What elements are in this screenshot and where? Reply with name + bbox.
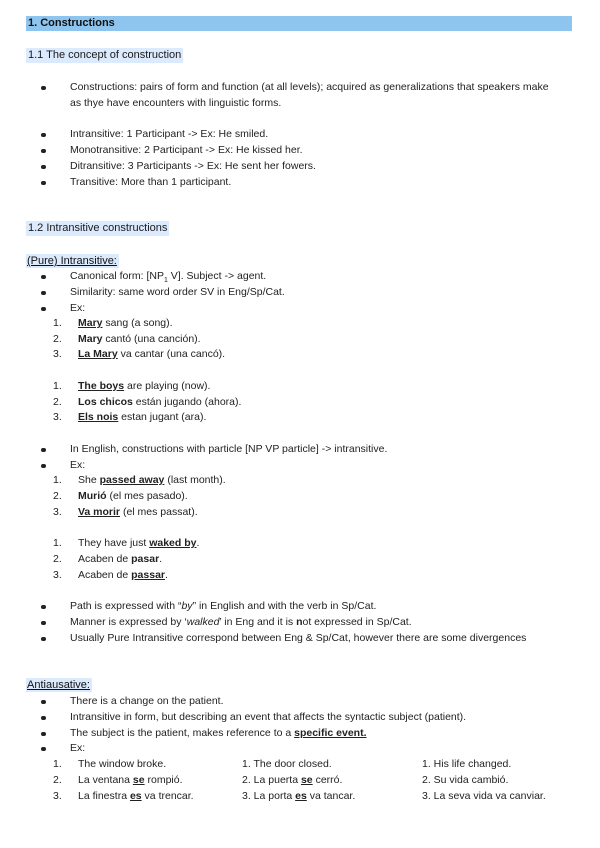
list-item: 2. Murió (el mes pasado). [53, 490, 188, 502]
list-item: 2. Los chicos están jugando (ahora). [53, 396, 242, 408]
bullet-change-on-patient: There is a change on the patient. [70, 694, 224, 710]
bullet-ex-2: Ex: [70, 458, 85, 474]
bullet-ditransitive: Ditransitive: 3 Participants -> Ex: He sent her fowers. [70, 159, 316, 175]
bullet-ex-3: Ex: [70, 741, 85, 757]
example-column-2-row-2: 2. La puerta se cerró. [242, 774, 343, 786]
bullet-subject-is-patient: The subject is the patient, makes reference to a specific event. [70, 726, 367, 742]
bullet-manner: Manner is expressed by ‘walked’ in Eng and it is not expressed in Sp/Cat. [70, 615, 412, 631]
bullet-constructions-definition: Constructions: pairs of form and function (at all levels); acquired as generalizations that speakers make as thye have encounters with linguistic forms. [70, 80, 550, 111]
example-column-3-row-1: 1. His life changed. [422, 758, 512, 770]
heading-antiausative: Antiausative: [27, 679, 90, 691]
heading-concept-of-construction: 1.1 The concept of construction [28, 49, 182, 61]
bullet-similarity: Similarity: same word order SV in Eng/Sp/Cat. [70, 285, 285, 301]
list-item: 2. Acaben de pasar. [53, 553, 163, 565]
bullet-ex: Ex: [70, 301, 85, 317]
bullet-particle: In English, constructions with particle [NP VP particle] -> intransitive. [70, 442, 387, 458]
list-item: 1. She passed away (last month). [53, 474, 226, 486]
list-item: 2. La ventana se rompió. [53, 774, 183, 786]
list-item: 3. Va morir (el mes passat). [53, 506, 198, 518]
example-column-2-row-3: 3. La porta es va tancar. [242, 790, 356, 802]
heading-pure-intransitive: (Pure) Intransitive: [27, 255, 117, 267]
bullet-intransitive: Intransitive: 1 Participant -> Ex: He smiled. [70, 127, 268, 143]
bullet-monotransitive: Monotransitive: 2 Participant -> Ex: He kissed her. [70, 143, 303, 159]
list-item: 3. La finestra es va trencar. [53, 790, 194, 802]
example-column-2-row-1: 1. The door closed. [242, 758, 332, 770]
list-item: 3. Els nois estan jugant (ara). [53, 411, 207, 423]
list-item: 1. The boys are playing (now). [53, 380, 211, 392]
list-item: 2. Mary cantó (una canción). [53, 333, 201, 345]
bullet-canonical-form: Canonical form: [$NP_1$ V]. Subject -> agent. [70, 269, 266, 289]
bullet-intransitive-in-form: Intransitive in form, but describing an event that affects the syntactic subject (patient). [70, 710, 466, 726]
example-column-3-row-3: 3. La seva vida va canviar. [422, 790, 546, 802]
list-item: 1. The window broke. [53, 758, 167, 770]
example-column-3-row-2: 2. Su vida cambió. [422, 774, 509, 786]
bullet-path: Path is expressed with “by” in English and with the verb in Sp/Cat. [70, 599, 376, 615]
list-item: 1. They have just waked by. [53, 537, 200, 549]
bullet-usually: Usually Pure Intransitive correspond between Eng & Sp/Cat, however there are some divergences [70, 631, 526, 647]
list-item: 3. La Mary va cantar (una cancó). [53, 348, 226, 360]
bullet-transitive: Transitive: More than 1 participant. [70, 175, 231, 191]
list-item: 1. Mary sang (a song). [53, 317, 173, 329]
heading-constructions: 1. Constructions [26, 16, 572, 31]
list-item: 3. Acaben de passar. [53, 569, 168, 581]
heading-intransitive-constructions: 1.2 Intransitive constructions [28, 222, 168, 234]
